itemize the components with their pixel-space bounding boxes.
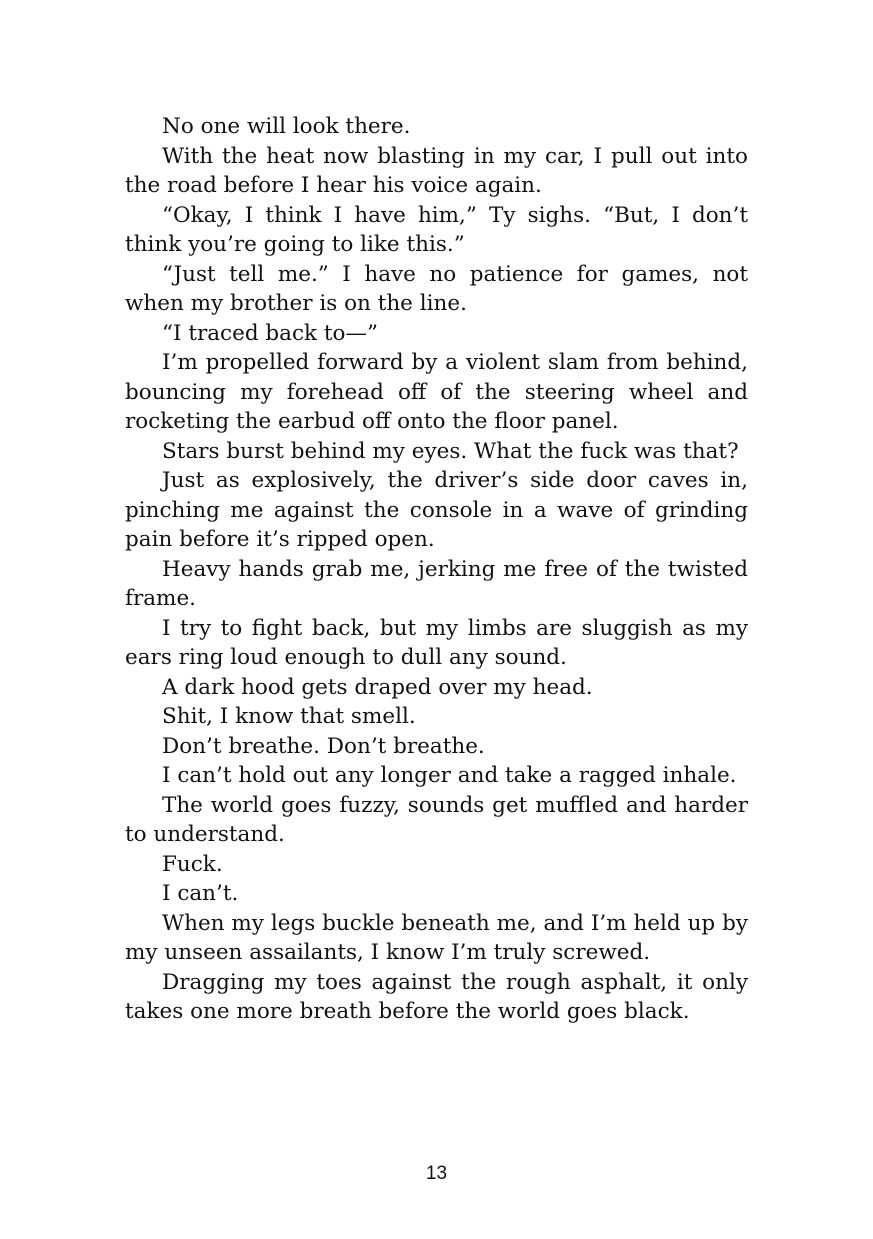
paragraph: I can’t. (162, 881, 239, 906)
paragraph: “Just tell me.” I have no patience for games, not when my brother is on the line. (125, 261, 748, 316)
paragraph: I try to fight back, but my limbs are sluggish as my ears ring loud enough to dull any sound. (125, 615, 748, 670)
body-text (125, 112, 748, 1027)
paragraph: I can’t hold out any longer and take a ragged inhale. (162, 763, 737, 788)
paragraph: Dragging my toes against the rough asphalt, it only takes one more breath before the world goes black. (125, 969, 748, 1024)
paragraph: Heavy hands grab me, jerking me free of the twisted frame. (125, 556, 748, 611)
paragraph: Don’t breathe. Don’t breathe. (162, 733, 485, 759)
paragraph: The world goes fuzzy, sounds get muffled and harder to understand. (125, 792, 748, 847)
page-number: 13 (425, 1163, 448, 1184)
paragraph: With the heat now blasting in my car, I pull out into the road before I hear his voice again. (125, 143, 748, 198)
paragraph: I’m propelled forward by a violent slam from behind, bouncing my forehead off of the steering wheel and rocketing the earbud off onto the floor panel. (125, 350, 748, 434)
paragraph: “I traced back to—” (162, 320, 378, 346)
paragraph: Just as explosively, the driver’s side door caves in, pinching me against the console in a wave of grinding pain before it’s ripped open. (125, 468, 748, 552)
paragraph: Stars burst behind my eyes. What the fuck was that? (162, 438, 739, 464)
paragraph: Shit, I know that smell. (162, 704, 416, 729)
paragraph: No one will look there. (162, 114, 411, 139)
paragraph: A dark hood gets draped over my head. (162, 674, 593, 700)
paragraph: “Okay, I think I have him,” Ty sighs. “But, I don’t think you’re going to like this.” (125, 202, 748, 257)
paragraph: Fuck. (162, 851, 223, 877)
paragraph: When my legs buckle beneath me, and I’m held up by my unseen assailants, I know I’m truly screwed. (125, 910, 748, 965)
